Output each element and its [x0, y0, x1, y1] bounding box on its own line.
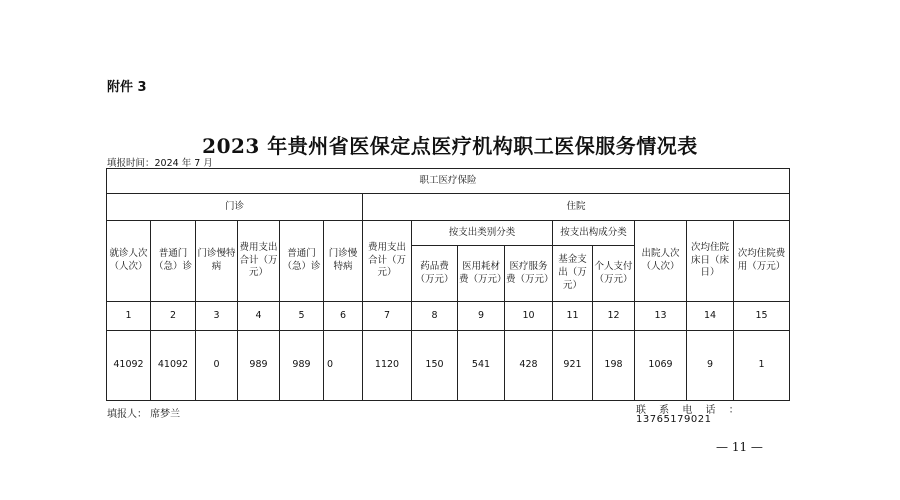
data-cell: 41092 [151, 331, 196, 401]
header-by-category: 按支出类别分类 [412, 221, 553, 246]
data-cell: 1069 [635, 331, 687, 401]
col-header-7: 费用支出合计（万元） [363, 221, 412, 302]
col-header-14: 次均住院床日（床日） [687, 221, 734, 302]
column-number: 15 [734, 302, 790, 331]
column-number: 14 [687, 302, 734, 331]
data-cell: 1 [734, 331, 790, 401]
data-cell: 9 [687, 331, 734, 401]
column-number-row [107, 302, 790, 331]
column-number: 4 [238, 302, 280, 331]
data-row [107, 331, 790, 401]
column-number: 5 [280, 302, 324, 331]
column-number: 11 [553, 302, 593, 331]
service-table [106, 168, 790, 401]
col-header-8: 药品费（万元） [412, 246, 458, 302]
data-cell: 0 [324, 331, 363, 401]
column-number: 13 [635, 302, 687, 331]
column-number: 6 [324, 302, 363, 331]
contact-label: 联 系 电 话 ： [636, 405, 744, 416]
header-by-composition: 按支出构成分类 [553, 221, 635, 246]
data-cell: 0 [196, 331, 238, 401]
column-number: 3 [196, 302, 238, 331]
column-number: 8 [412, 302, 458, 331]
data-cell: 921 [553, 331, 593, 401]
contact-phone: 13765179021 [636, 414, 712, 425]
col-header-11: 基金支出（万元） [553, 246, 593, 302]
data-cell: 41092 [107, 331, 151, 401]
col-header-13: 出院人次（人次） [635, 221, 687, 302]
header-outpatient: 门诊 [107, 194, 363, 221]
data-cell: 989 [238, 331, 280, 401]
fill-time: 填报时间：2024 年 7 月 [107, 158, 213, 169]
data-cell: 1120 [363, 331, 412, 401]
header-employee-insurance: 职工医疗保险 [107, 169, 790, 194]
data-cell: 541 [458, 331, 505, 401]
attachment-label: 附件 3 [107, 80, 147, 95]
col-header-10: 医疗服务费（万元） [505, 246, 553, 302]
col-header-1: 就诊人次（人次） [107, 221, 151, 302]
col-header-6: 门诊慢特病 [324, 221, 363, 302]
reporter: 填报人： 席梦兰 [107, 409, 181, 420]
column-number: 12 [593, 302, 635, 331]
column-number: 10 [505, 302, 553, 331]
data-cell: 989 [280, 331, 324, 401]
column-number: 2 [151, 302, 196, 331]
column-number: 9 [458, 302, 505, 331]
col-header-3: 门诊慢特病 [196, 221, 238, 302]
data-cell: 428 [505, 331, 553, 401]
page-title: 2023 年贵州省医保定点医疗机构职工医保服务情况表 [202, 134, 698, 158]
col-header-2: 普通门（急）诊 [151, 221, 196, 302]
column-number: 7 [363, 302, 412, 331]
page-number: — 11 — [716, 440, 763, 454]
col-header-15: 次均住院费用（万元） [734, 221, 790, 302]
col-header-9: 医用耗材费（万元） [458, 246, 505, 302]
col-header-12: 个人支付（万元） [593, 246, 635, 302]
column-number: 1 [107, 302, 151, 331]
col-header-5: 普通门（急）诊 [280, 221, 324, 302]
data-cell: 150 [412, 331, 458, 401]
data-cell: 198 [593, 331, 635, 401]
col-header-4: 费用支出合计（万元） [238, 221, 280, 302]
header-inpatient: 住院 [363, 194, 790, 221]
